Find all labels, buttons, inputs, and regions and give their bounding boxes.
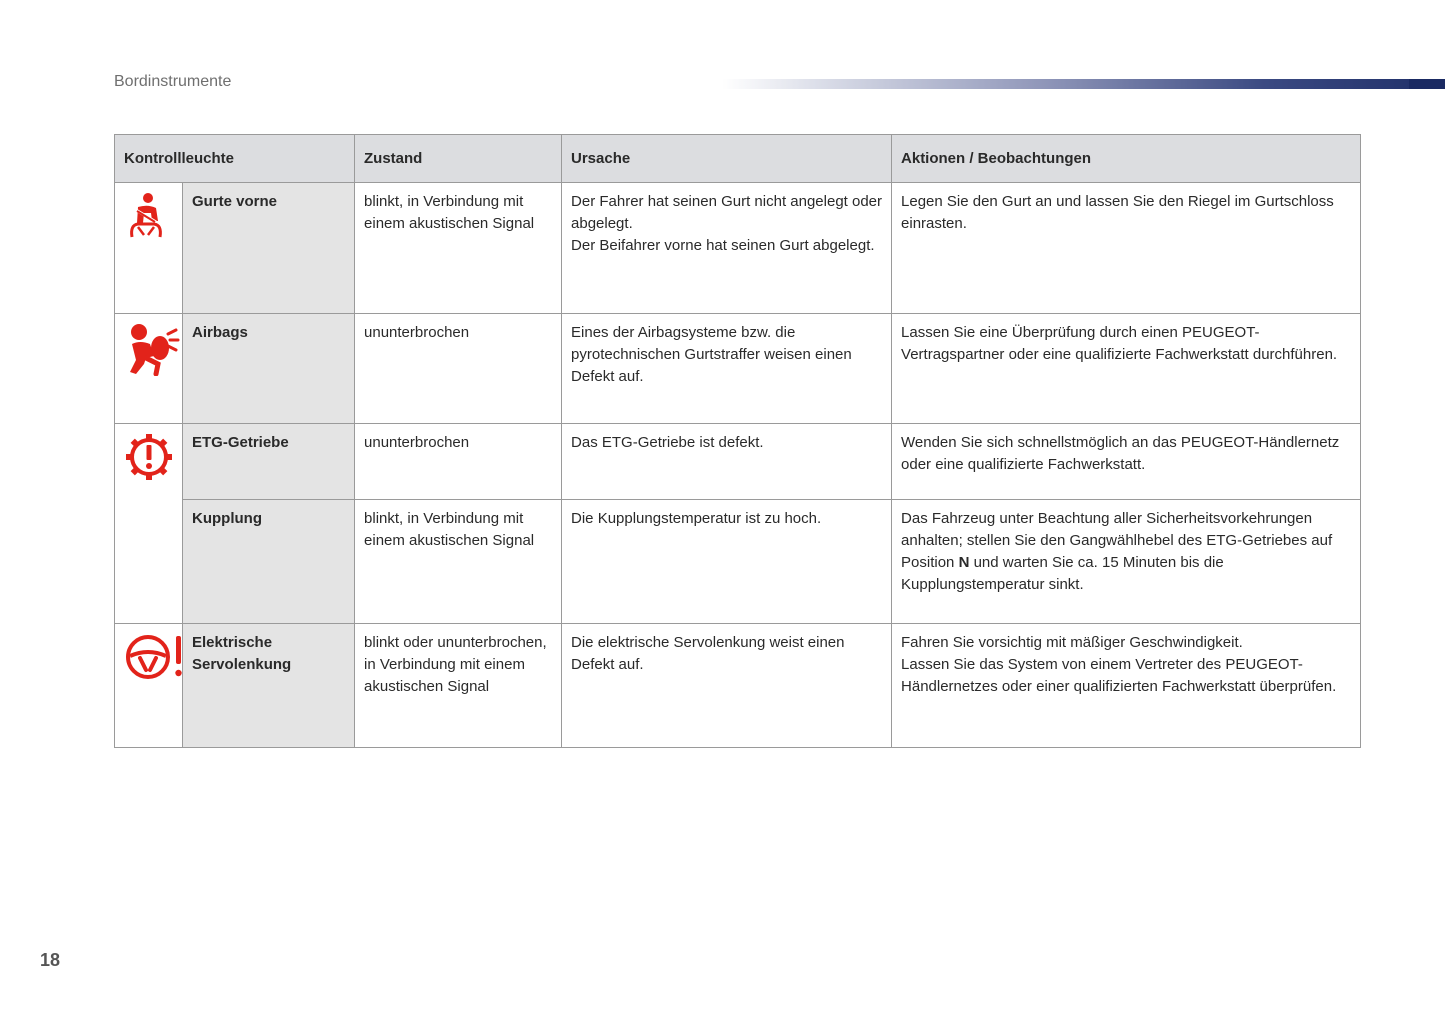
seatbelt-warning-icon [124,191,168,248]
warning-light-name: Elektrische Servolenkung [183,624,355,748]
warning-light-name: Gurte vorne [183,183,355,314]
column-header: Kontrollleuchte [115,135,355,183]
header-decor-bar [722,79,1445,89]
warning-light-name: Airbags [183,314,355,424]
icon-cell [115,314,183,424]
action-line: Lassen Sie das System von einem Vertreter des PEUGEOT-Händlernetzes oder einer qualifizierten Fachwerkstatt überprüfen. [901,656,1337,695]
column-header: Ursache [562,135,892,183]
cause-line: Der Beifahrer vorne hat seinen Gurt abgelegt. [571,237,875,254]
action-cell: Das Fahrzeug unter Beachtung aller Sicherheitsvorkehrungen anhalten; stellen Sie den Gangwählhebel des ETG-Getriebes auf Position N und warten Sie ca. 15 Minuten bis die Kupplungstemperatur sinkt. [892,500,1361,624]
icon-cell [115,624,183,748]
warning-light-name: ETG-Getriebe [183,424,355,500]
cause-cell: Die elektrische Servolenkung weist einen Defekt auf. [562,624,892,748]
state-cell: blinkt oder ununterbrochen, in Verbindung mit einem akustischen Signal [355,624,562,748]
cause-cell [562,183,892,314]
cause-cell: Eines der Airbagsysteme bzw. die pyrotechnischen Gurtstraffer weisen einen Defekt auf. [562,314,892,424]
cause-cell: Die Kupplungstemperatur ist zu hoch. [562,500,892,624]
column-header: Zustand [355,135,562,183]
table-row [115,314,1361,424]
cause-line: Der Fahrer hat seinen Gurt nicht angelegt oder abgelegt. [571,193,883,232]
table-row [115,183,1361,314]
action-cell: Wenden Sie sich schnellstmöglich an das PEUGEOT-Händlernetz oder eine qualifizierte Fachwerkstatt. [892,424,1361,500]
action-cell: Legen Sie den Gurt an und lassen Sie den Riegel im Gurtschloss einrasten. [892,183,1361,314]
power-steering-warning-icon [124,632,186,687]
action-line: Fahren Sie vorsichtig mit mäßiger Geschwindigkeit. [901,634,1243,651]
cause-cell: Das ETG-Getriebe ist defekt. [562,424,892,500]
table-row [115,624,1361,748]
state-cell: blinkt, in Verbindung mit einem akustischen Signal [355,183,562,314]
table-row [115,500,1361,624]
page-number: 18 [40,950,61,970]
state-cell: blinkt, in Verbindung mit einem akustischen Signal [355,500,562,624]
action-cell: Lassen Sie eine Überprüfung durch einen PEUGEOT-Vertragspartner oder eine qualifizierte Fachwerkstatt durchführen. [892,314,1361,424]
icon-cell [115,183,183,314]
state-cell: ununterbrochen [355,424,562,500]
warning-lights-table [114,134,1361,748]
state-cell: ununterbrochen [355,314,562,424]
warning-light-name: Kupplung [183,500,355,624]
airbag-warning-icon [124,322,180,383]
table-row [115,424,1361,500]
section-title: Bordinstrumente [114,73,232,90]
action-cell [892,624,1361,748]
column-header: Aktionen / Beobachtungen [892,135,1361,183]
icon-cell [115,424,183,624]
gear-position: N [958,554,970,571]
gearbox-warning-icon [124,432,174,489]
table-header-row [115,135,1361,183]
